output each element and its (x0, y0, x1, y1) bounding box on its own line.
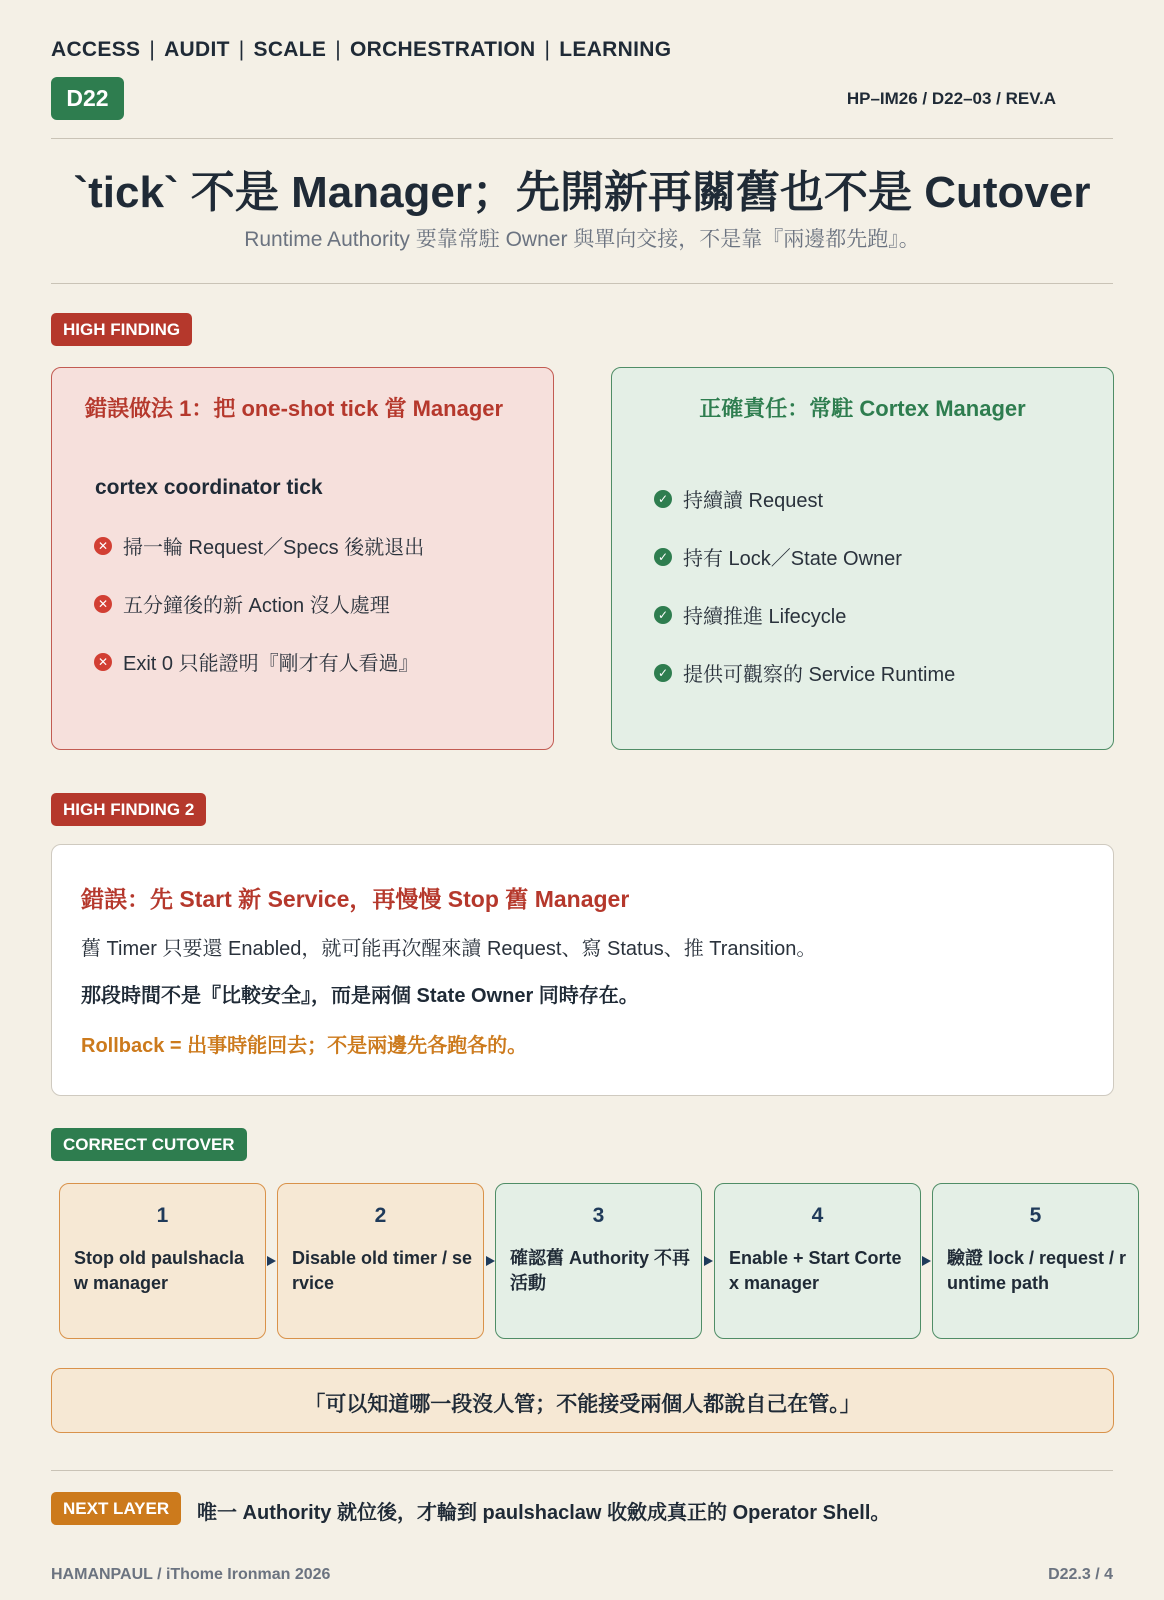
step-number: 1 (156, 1204, 169, 1227)
next-layer-badge: NEXT LAYER (51, 1492, 181, 1525)
cutover-step-3 (495, 1183, 702, 1339)
arrow-right-icon (704, 1256, 713, 1266)
nav-separator: | (238, 38, 245, 61)
cutover-step-1 (59, 1183, 266, 1339)
x-circle-icon: ✕ (94, 595, 112, 613)
high-finding-badge: HIGH FINDING (51, 313, 192, 346)
correct-responsibility-title: 正確責任：常駐 Cortex Manager (699, 396, 1026, 421)
arrow-right-icon (486, 1256, 495, 1266)
step-number: 5 (1029, 1204, 1042, 1227)
correct-item (654, 658, 955, 687)
wrong-approach-title: 錯誤做法 1：把 one-shot tick 當 Manager (85, 396, 504, 421)
check-circle-icon: ✓ (654, 548, 672, 566)
day-badge: D22 (51, 77, 124, 120)
correct-responsibility-card (611, 367, 1114, 750)
finding-2-emphasis: 那段時間不是『比較安全』，而是兩個 State Owner 同時存在。 (81, 985, 639, 1007)
high-finding-2-badge: HIGH FINDING 2 (51, 793, 206, 826)
correct-item (654, 484, 823, 513)
arrow-right-icon (922, 1256, 931, 1266)
cutover-step-4 (714, 1183, 921, 1339)
quote-box (51, 1368, 1114, 1433)
page-title: `tick` 不是 Manager；先開新再關舊也不是 Cutover (73, 168, 1091, 217)
check-circle-icon: ✓ (654, 606, 672, 624)
nav-item-access: ACCESS (51, 38, 141, 61)
check-circle-icon: ✓ (654, 490, 672, 508)
cutover-step-5 (932, 1183, 1139, 1339)
step-number: 4 (811, 1204, 824, 1227)
arrow-right-icon (267, 1256, 276, 1266)
wrong-item (94, 531, 424, 560)
cutover-step-2 (277, 1183, 484, 1339)
nav-item-learning: LEARNING (559, 38, 672, 61)
correct-item-text: 持續推進 Lifecycle (683, 606, 847, 628)
quote-text: 「可以知道哪一段沒人管；不能接受兩個人都說自己在管。」 (304, 1393, 861, 1416)
x-circle-icon: ✕ (94, 653, 112, 671)
x-circle-icon: ✕ (94, 537, 112, 555)
correct-item-text: 提供可觀察的 Service Runtime (683, 664, 956, 686)
nav-separator: | (149, 38, 156, 61)
footer-author: HAMANPAUL / iThome Ironman 2026 (51, 1566, 331, 1583)
correct-item-text: 持有 Lock／State Owner (683, 548, 902, 570)
nav-item-scale: SCALE (253, 38, 327, 61)
wrong-approach-subhead: cortex coordinator tick (95, 476, 323, 499)
finding-2-card (51, 844, 1114, 1096)
step-text: Stop old paulshaclaw manager (74, 1248, 245, 1293)
wrong-approach-card (51, 367, 554, 750)
finding-2-rollback-note: Rollback = 出事時能回去；不是兩邊先各跑各的。 (81, 1035, 528, 1057)
finding-2-title: 錯誤：先 Start 新 Service，再慢慢 Stop 舊 Manager (81, 886, 630, 912)
divider (51, 138, 1113, 139)
wrong-item-text: 掃一輪 Request／Specs 後就退出 (123, 537, 425, 559)
page-subtitle: Runtime Authority 要靠常駐 Owner 與單向交接，不是靠『兩邊都先跑』。 (244, 228, 920, 251)
document-id: HP–IM26 / D22–03 / REV.A (846, 89, 1056, 108)
top-nav (51, 38, 671, 62)
nav-item-orchestration: ORCHESTRATION (349, 38, 536, 61)
wrong-item-text: 五分鐘後的新 Action 沒人處理 (123, 595, 390, 617)
wrong-item (94, 647, 419, 676)
step-text: Enable + Start Cortex manager (729, 1248, 902, 1293)
divider (51, 1470, 1113, 1471)
nav-separator: | (544, 38, 551, 61)
step-number: 2 (374, 1204, 387, 1227)
step-text: Disable old timer / service (292, 1248, 473, 1293)
next-layer-text: 唯一 Authority 就位後，才輪到 paulshaclaw 收斂成真正的 Operator Shell。 (197, 1502, 891, 1524)
divider (51, 283, 1113, 284)
correct-item (654, 600, 846, 629)
footer-page-number: D22.3 / 4 (1048, 1566, 1113, 1583)
check-circle-icon: ✓ (654, 664, 672, 682)
wrong-item-text: Exit 0 只能證明『剛才有人看過』 (123, 653, 419, 675)
step-text: 確認舊 Authority 不再活動 (510, 1248, 690, 1293)
step-text: 驗證 lock / request / runtime path (947, 1248, 1127, 1293)
wrong-item (94, 589, 390, 618)
nav-item-audit: AUDIT (164, 38, 230, 61)
correct-item (654, 542, 902, 571)
finding-2-explanation: 舊 Timer 只要還 Enabled，就可能再次醒來讀 Request、寫 Status、推 Transition。 (81, 938, 817, 960)
correct-cutover-badge: CORRECT CUTOVER (51, 1128, 247, 1161)
nav-separator: | (335, 38, 341, 61)
correct-item-text: 持續讀 Request (683, 490, 824, 512)
step-number: 3 (592, 1204, 605, 1227)
